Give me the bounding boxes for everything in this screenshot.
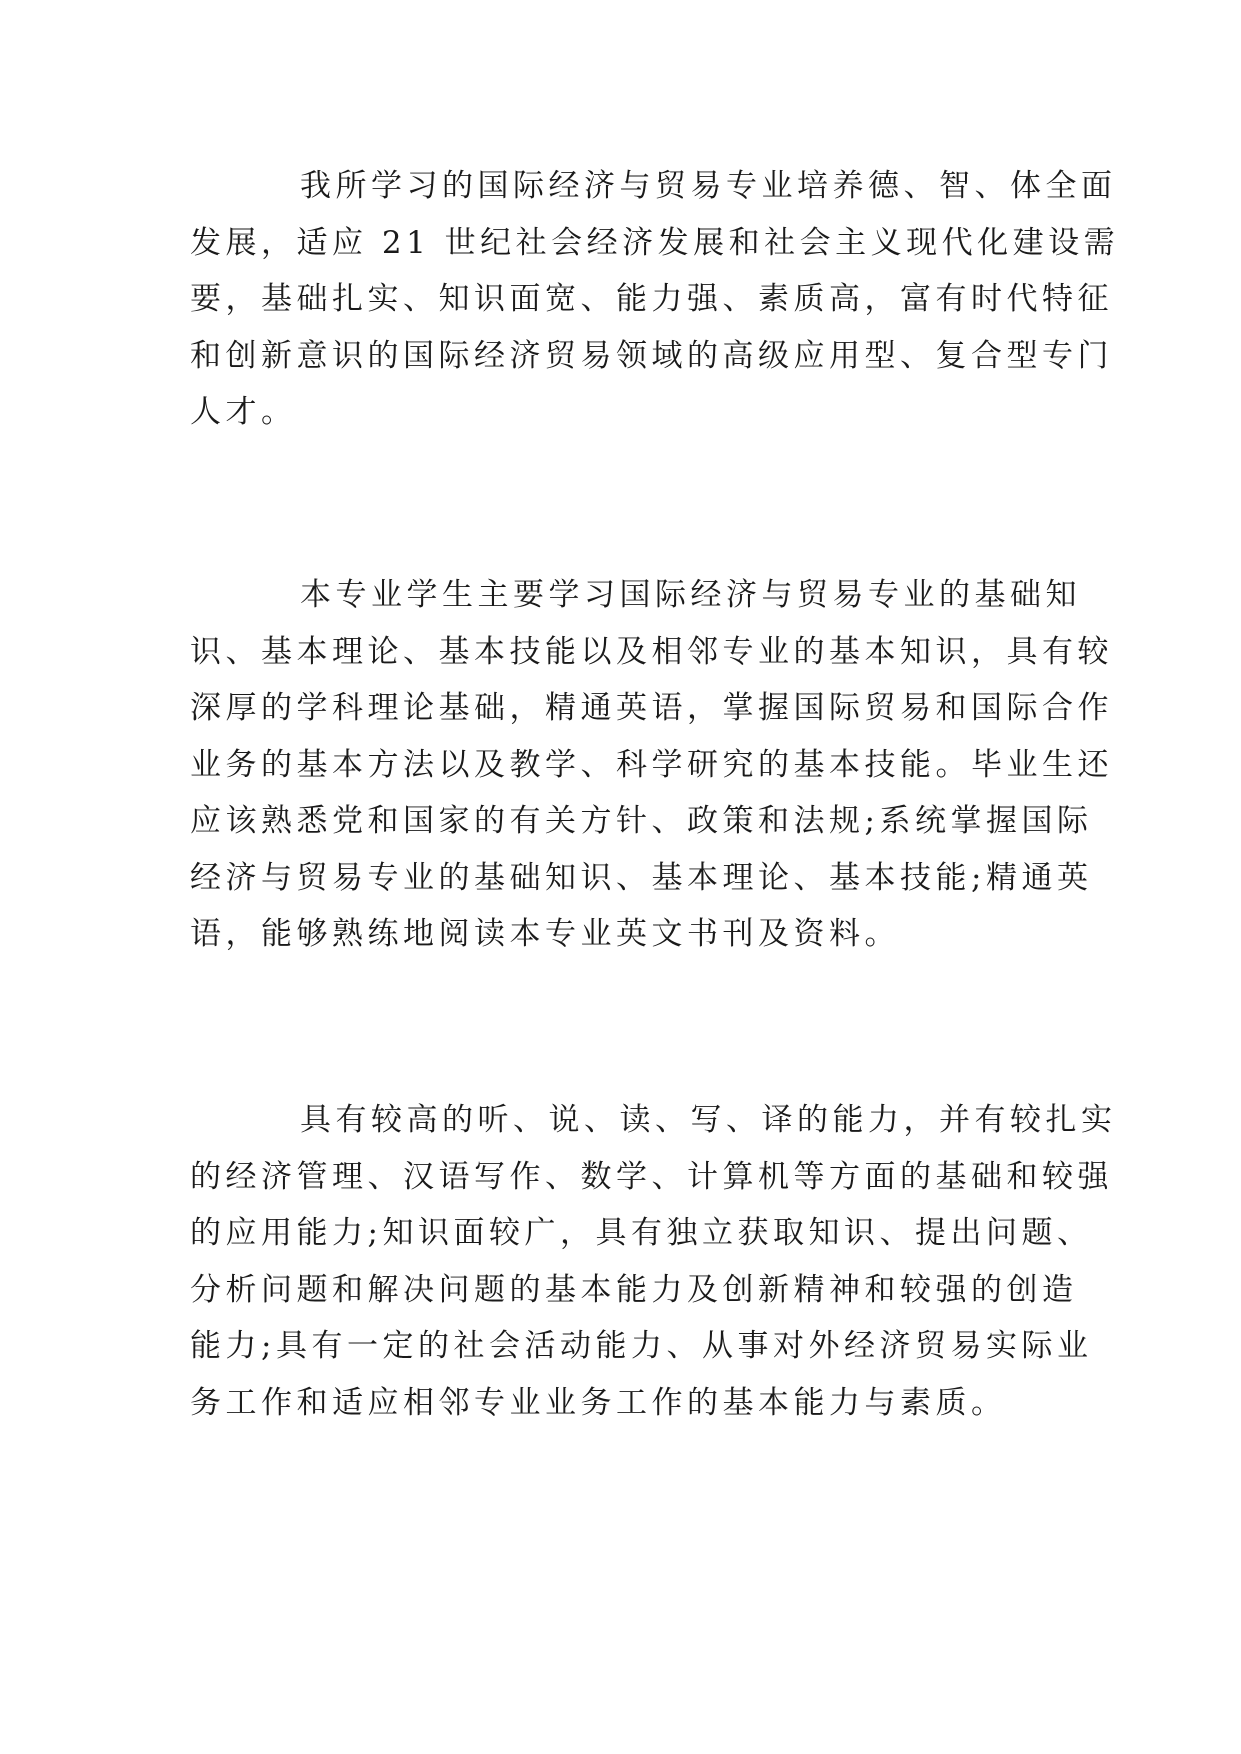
paragraph-study-content: [190, 567, 1113, 963]
text-line: 人才。: [190, 394, 297, 430]
text-line: 我所学习的国际经济与贸易专业培养德、智、体全面: [300, 168, 1117, 204]
text-line: 和创新意识的国际经济贸易领域的高级应用型、复合型专门: [190, 337, 1113, 374]
text-line: 的应用能力;知识面较广，具有独立获取知识、提出问题、: [190, 1215, 1093, 1251]
text-line: 分析问题和解决问题的基本能力及创新精神和较强的创造: [190, 1271, 1078, 1308]
text-line: 能力;具有一定的社会活动能力、从事对外经济贸易实际业: [190, 1328, 1093, 1364]
text-line: 要，基础扎实、知识面宽、能力强、素质高，富有时代特征: [190, 281, 1113, 317]
text-line: 具有较高的听、说、读、写、译的能力，并有较扎实: [300, 1102, 1117, 1138]
text-line: 业务的基本方法以及教学、科学研究的基本技能。毕业生还: [190, 746, 1113, 783]
text-line: 的经济管理、汉语写作、数学、计算机等方面的基础和较强: [190, 1158, 1113, 1195]
text-line: 发展，适应 21 世纪社会经济发展和社会主义现代化建设需: [190, 224, 1120, 261]
text-line: 务工作和适应相邻专业业务工作的基本能力与素质。: [190, 1384, 1007, 1421]
text-line: 经济与贸易专业的基础知识、基本理论、基本技能;精通英: [190, 859, 1093, 896]
text-line: 应该熟悉党和国家的有关方针、政策和法规;系统掌握国际: [190, 803, 1093, 839]
text-line: 本专业学生主要学习国际经济与贸易专业的基础知: [300, 577, 1081, 613]
text-line: 深厚的学科理论基础，精通英语，掌握国际贸易和国际合作: [190, 690, 1113, 726]
text-line: 识、基本理论、基本技能以及相邻专业的基本知识，具有较: [190, 633, 1113, 670]
paragraph-training-goals: [190, 158, 1120, 441]
paragraph-abilities: [190, 1092, 1117, 1431]
text-line: 语，能够熟练地阅读本专业英文书刊及资料。: [190, 916, 900, 952]
